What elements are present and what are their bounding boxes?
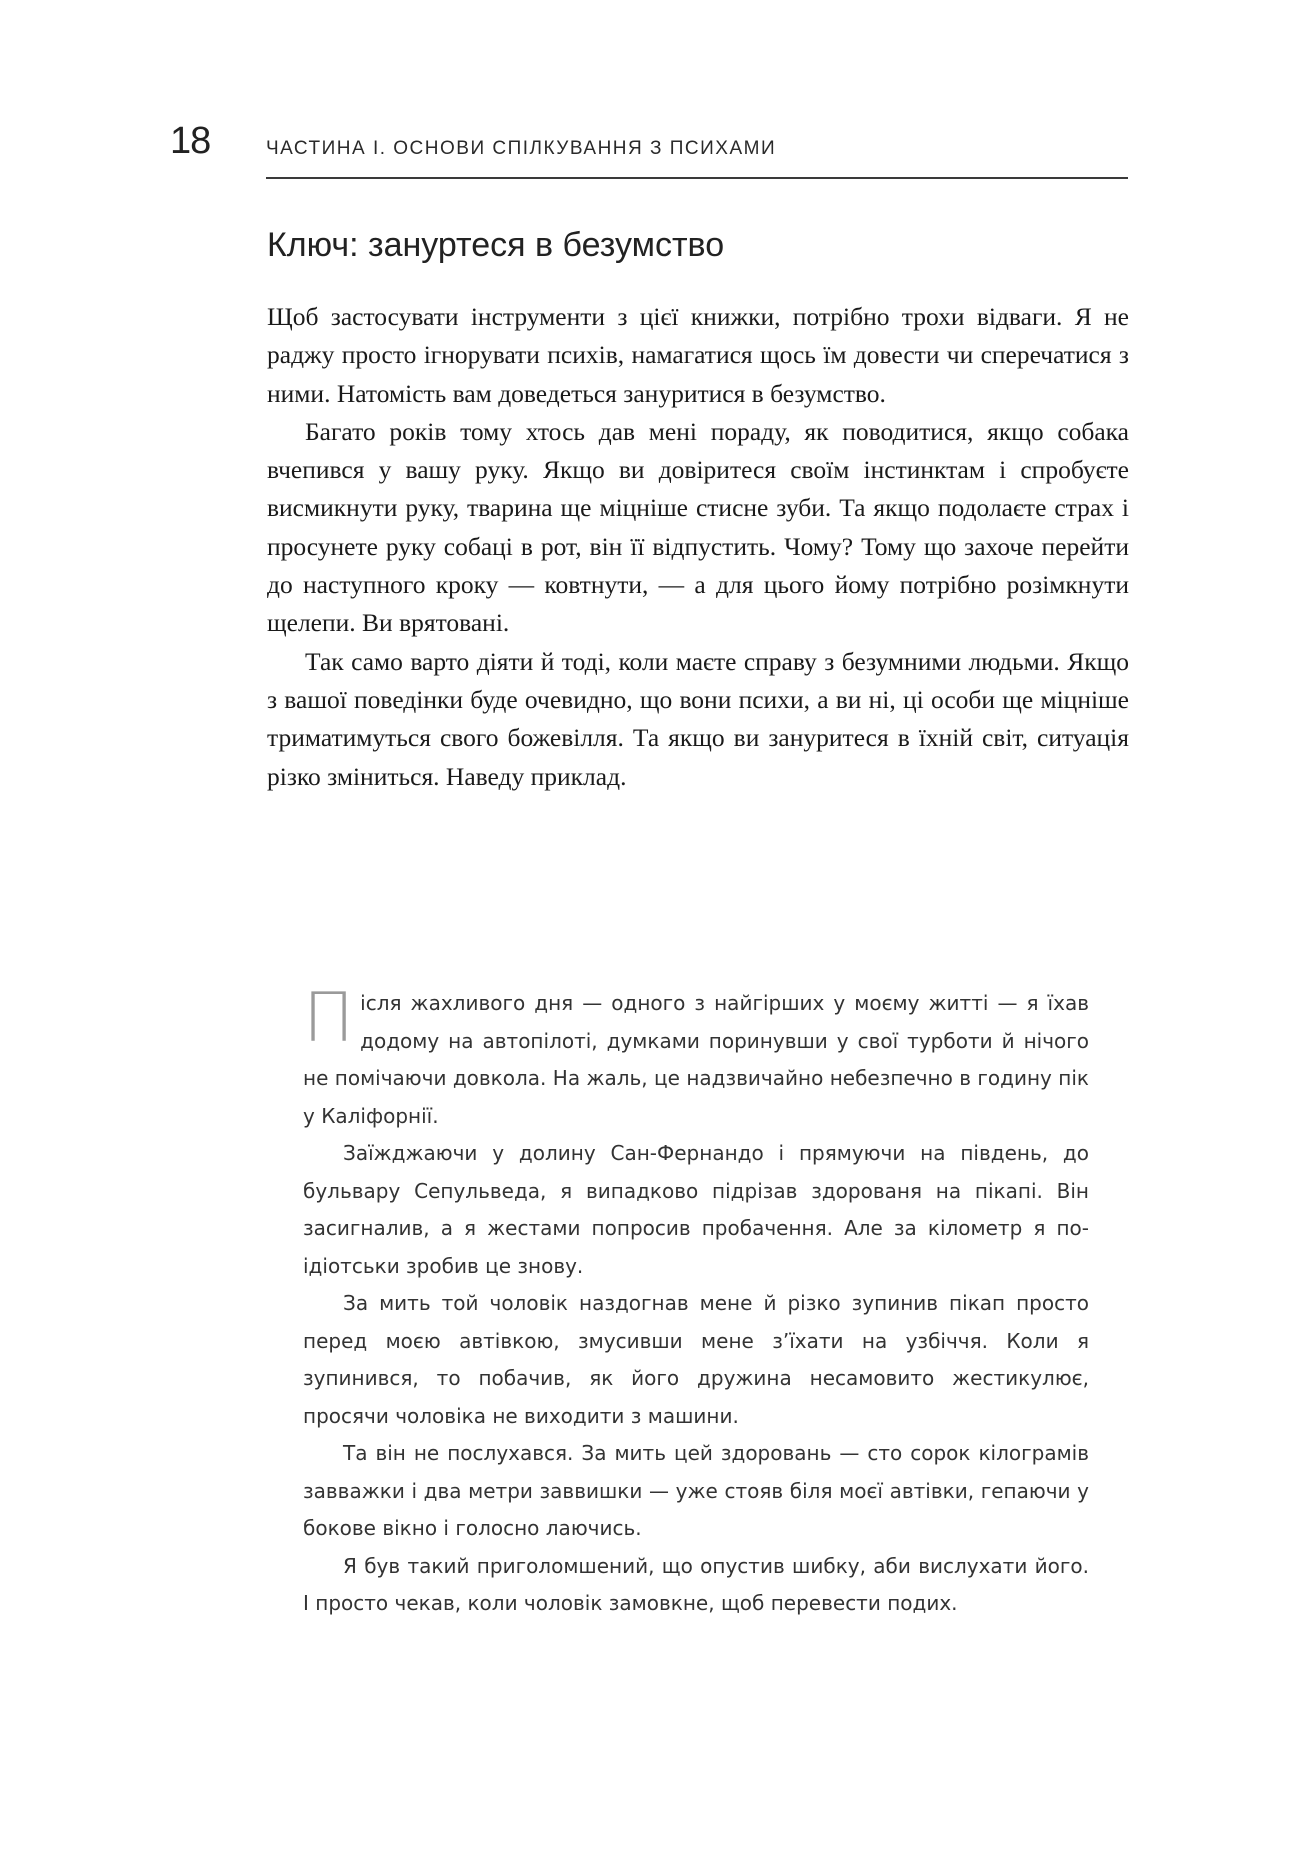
- main-text: [267, 298, 1129, 796]
- section-title: Ключ: зануртеся в безумство: [267, 226, 725, 264]
- header-rule: [266, 177, 1128, 179]
- page-number: 18: [170, 120, 211, 162]
- story-first-text: ісля жахливого дня — одного з найгірших у моєму житті — я їхав додому на автопілоті, думками поринувши у свої турботи й нічого не помічаючи довкола. На жаль, це надзвичайно небезпечно в годину пік у Каліфорнії.: [303, 991, 1089, 1128]
- story-paragraph: За мить той чоловік наздогнав мене й різко зупинив пікап просто перед моєю автівкою, змусивши мене з’їхати на узбіччя. Коли я зупинився, то побачив, як його дружина несамовито жестикулює, просячи чоловіка не виходити з машини.: [303, 1291, 1089, 1428]
- running-title: ЧАСТИНА І. ОСНОВИ СПІЛКУВАННЯ З ПСИХАМИ: [266, 138, 777, 159]
- story-excerpt: [303, 979, 1089, 1623]
- story-paragraph: Я був такий приголомшений, що опустив шибку, аби вислухати його. І просто чекав, коли чоловік замовкне, щоб перевести подих.: [303, 1553, 1089, 1615]
- running-head: [170, 120, 1130, 176]
- story-paragraph: Та він не послухався. За мить цей здоровань — сто сорок кілограмів завважки і два метри заввишки — уже стояв біля моєї автівки, гепаючи у бокове вікно і голосно лаючись.: [303, 1441, 1089, 1540]
- paragraph: Щоб застосувати інструменти з цієї книжки, потрібно трохи відваги. Я не раджу просто ігнорувати психів, намагатися щось їм довести чи сперечатися з ними. Натомість вам доведеться зануритися в безумство.: [267, 302, 1129, 408]
- story-paragraph: [303, 979, 1089, 1135]
- story-paragraph: Заїжджаючи у долину Сан-Фернандо і прямуючи на південь, до бульвару Сепульведа, я випадково підрізав здорованя на пікапі. Він засигналив, а я жестами попросив пробачення. Але за кілометр я по-ідіотськи зробив це знову.: [303, 1141, 1089, 1278]
- drop-cap: П: [303, 979, 355, 1058]
- paragraph: Так само варто діяти й тоді, коли маєте справу з безумними людьми. Якщо з вашої поведінки буде очевидно, що вони психи, а ви ні, ці особи ще міцніше триматимуться свого божевілля. Та якщо ви зануритеся в їхній світ, ситуація різко зміниться. Наведу приклад.: [267, 646, 1129, 791]
- paragraph: Багато років тому хтось дав мені пораду, як поводитися, якщо собака вчепився у вашу руку. Якщо ви довіритеся своїм інстинктам і спробуєте висмикнути руку, тварина ще міцніше стисне зуби. Та якщо подолаєте страх і просунете руку собаці в рот, він її відпустить. Чому? Тому що захоче перейти до наступного кроку — ковтнути, — а для цього йому потрібно розімкнути щелепи. Ви врятовані.: [267, 416, 1129, 638]
